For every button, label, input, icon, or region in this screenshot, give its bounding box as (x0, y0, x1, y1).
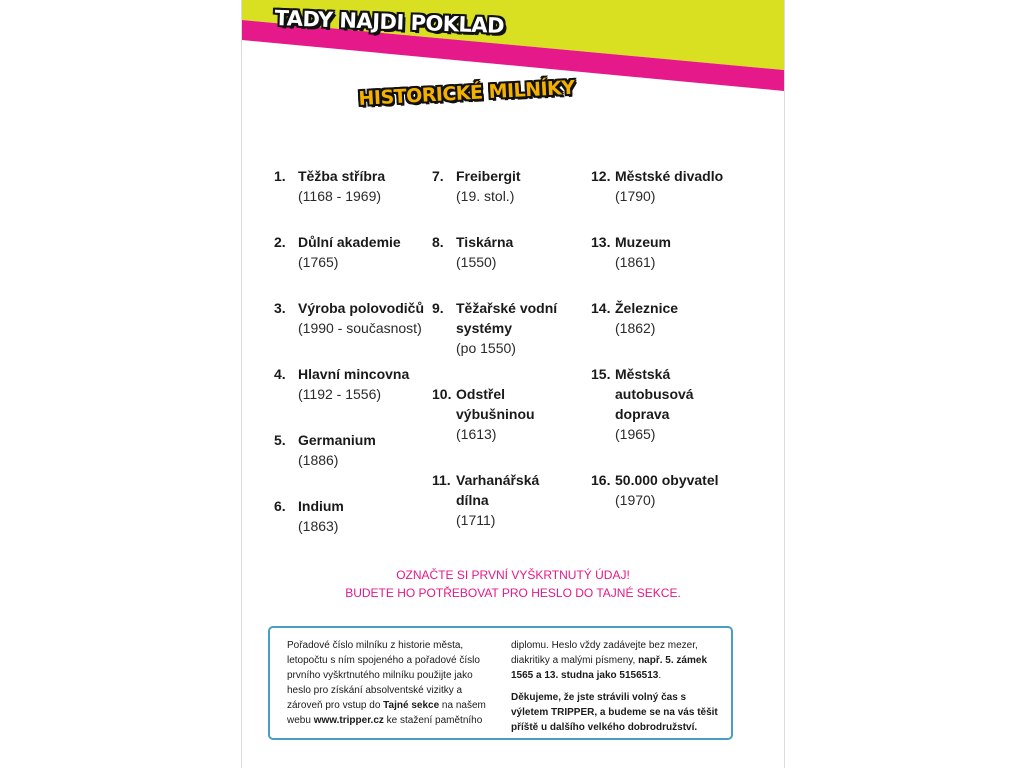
milestone-number: 10. (432, 386, 452, 402)
milestone-name: Těžařské vodní systémy (456, 300, 558, 336)
milestone-name: 50.000 obyvatel (615, 472, 719, 488)
milestone-number: 15. (591, 366, 611, 382)
milestone-date: (1765) (298, 254, 339, 270)
milestone-date: (19. stol.) (456, 188, 515, 204)
milestone-date: (1965) (615, 426, 656, 442)
milestone-number: 16. (591, 472, 611, 488)
thanks-text: Děkujeme, že jste strávili volný čas s výletem TRIPPER, a budeme se na vás těšit příště u dalšího velkého dobrodružství. (511, 692, 718, 733)
info-text: . (658, 670, 662, 681)
milestone-date: (1613) (456, 426, 497, 442)
milestone-name: Železnice (615, 300, 679, 316)
milestone-number: 7. (432, 168, 444, 184)
milestone-name: Městská autobusová doprava (615, 366, 694, 422)
info-text: ke stažení pamětního (383, 715, 483, 726)
milestone-number: 11. (432, 472, 451, 488)
milestone-date: (1861) (615, 254, 656, 270)
milestone-number: 3. (274, 300, 286, 316)
milestone-name: Městské divadlo (615, 168, 724, 184)
secret-section-name: Tajné sekce (383, 700, 440, 711)
milestone-date: (1550) (456, 254, 497, 270)
milestone-date: (1863) (298, 518, 339, 534)
info-text-left (287, 638, 492, 728)
milestone-name: Důlní akademie (298, 234, 401, 250)
milestone-number: 5. (274, 432, 286, 448)
milestone-name: Germanium (298, 432, 376, 448)
banner-title: TADY NAJDI POKLAD (274, 6, 505, 39)
info-text: na našem webu (287, 700, 486, 726)
milestone-date: (1168 - 1969) (298, 188, 382, 204)
milestone-number: 2. (274, 234, 286, 250)
website-link[interactable]: www.tripper.cz (313, 715, 384, 726)
milestone-number: 13. (591, 234, 611, 250)
milestone-number: 8. (432, 234, 444, 250)
milestone-number: 1. (274, 168, 286, 184)
info-text-right (511, 638, 726, 735)
milestone-number: 6. (274, 498, 286, 514)
notice-line: OZNAČTE SI PRVNÍ VYŠKRTNUTÝ ÚDAJ! (396, 568, 630, 582)
info-text: Pořadové číslo milníku z historie města, letopočtu s ním spojeného a pořadové číslo prvního vyškrtnutého milníku použijte jako heslo pro získání absolventské vizitky a zároveň pro vstup do (287, 640, 480, 711)
milestone-name: Výroba polovodičů (298, 300, 425, 316)
milestone-number: 4. (274, 366, 286, 382)
milestone-date: (1192 - 1556) (298, 386, 382, 402)
milestone-name: Odstřel výbušninou (456, 386, 535, 422)
milestone-date: (1970) (615, 492, 656, 508)
milestone-date: (1790) (615, 188, 656, 204)
milestone-date: (1862) (615, 320, 656, 336)
milestone-date: (1711) (456, 512, 496, 528)
milestone-name: Indium (298, 498, 344, 514)
section-title: HISTORICKÉ MILNÍKY (358, 76, 576, 110)
milestone-number: 12. (591, 168, 611, 184)
milestone-name: Freibergit (456, 168, 521, 184)
password-notice (242, 566, 784, 602)
milestone-number: 14. (591, 300, 611, 316)
milestone-name: Muzeum (615, 234, 671, 250)
password-example: např. 5. zámek 1565 a 13. studna jako 5156513 (511, 655, 707, 681)
milestone-name: Hlavní mincovna (298, 366, 410, 382)
info-text: diplomu. Heslo vždy zadávejte bez mezer, diakritiky a malými písmeny, (511, 640, 698, 666)
milestone-date: (1886) (298, 452, 339, 468)
milestone-date: (po 1550) (456, 340, 516, 356)
notice-line: BUDETE HO POTŘEBOVAT PRO HESLO DO TAJNÉ SEKCE. (345, 586, 681, 600)
milestone-number: 9. (432, 300, 444, 316)
milestone-name: Tiskárna (456, 234, 514, 250)
milestone-name: Varhanářská dílna (456, 472, 540, 508)
milestone-name: Těžba stříbra (298, 168, 386, 184)
page (241, 0, 785, 768)
milestone-date: (1990 - současnost) (298, 320, 422, 336)
info-box (268, 626, 733, 740)
